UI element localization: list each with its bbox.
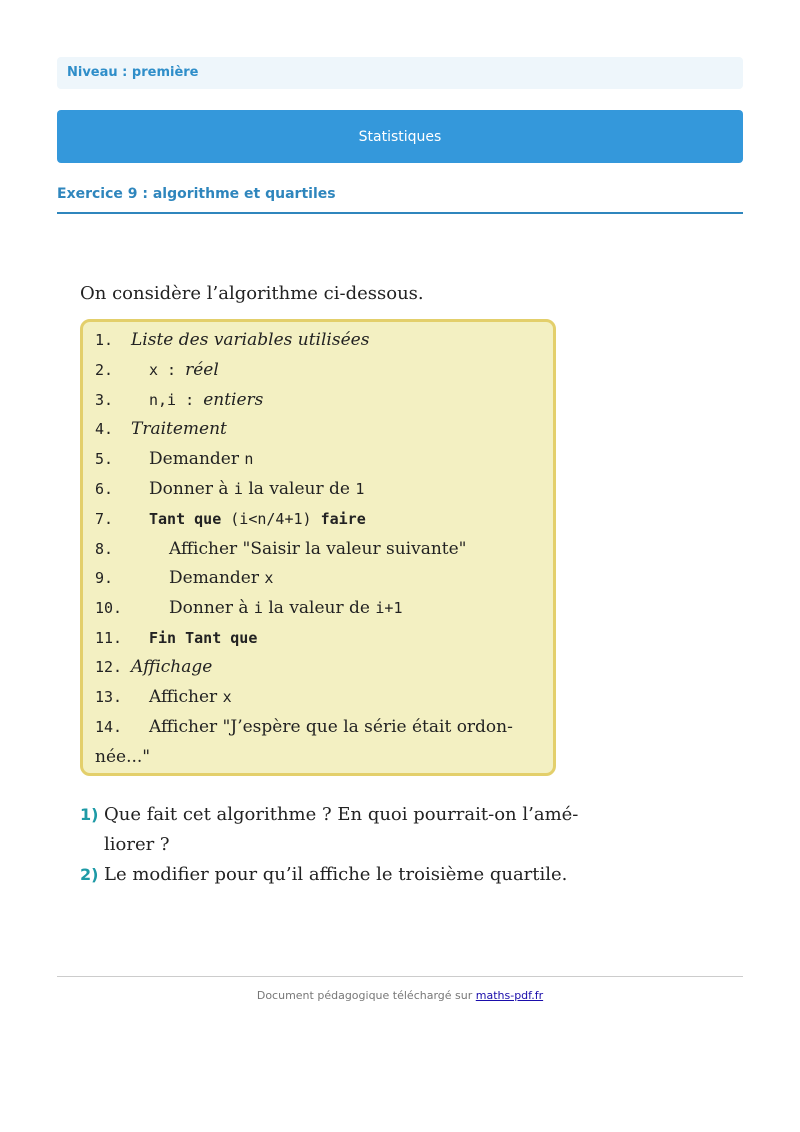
footer xyxy=(0,989,800,1002)
algo-line-14 xyxy=(95,717,513,737)
algo-line-2 xyxy=(95,360,219,380)
separator: : xyxy=(158,361,186,379)
question-text: Le modifier pour qu’il affiche le troisième quartile. xyxy=(104,864,568,885)
line-text: la valeur de xyxy=(242,479,356,499)
variable-type: entiers xyxy=(203,390,264,410)
variable-name: x xyxy=(149,361,159,379)
line-text: Donner à xyxy=(149,479,234,499)
algo-line-3 xyxy=(95,390,263,410)
line-text: Demander xyxy=(169,568,265,588)
question-text: Que fait cet algorithme ? En quoi pourrait-on l’amé- xyxy=(104,804,579,825)
algo-line-14-continued xyxy=(95,747,150,767)
line-text: née..." xyxy=(95,747,151,767)
algo-line-8 xyxy=(95,539,466,559)
line-number: 7. xyxy=(95,510,114,528)
variable-name: n,i xyxy=(149,391,177,409)
line-number: 12. xyxy=(95,658,123,676)
line-number: 3. xyxy=(95,391,114,409)
algo-line-7 xyxy=(95,509,366,529)
algo-line-12 xyxy=(95,657,212,677)
line-number: 8. xyxy=(95,540,114,558)
keyword: Tant que xyxy=(149,510,222,528)
chapter-banner: Statistiques xyxy=(57,110,743,163)
algo-line-6 xyxy=(95,479,364,499)
question-number: 2) xyxy=(80,865,99,884)
line-text: Afficher "J’espère que la série était ordon- xyxy=(149,717,513,737)
line-number: 6. xyxy=(95,480,114,498)
variable-name: i xyxy=(253,599,263,617)
exercise-title: Exercice 9 : algorithme et quartiles xyxy=(57,186,336,202)
line-text: Traitement xyxy=(131,419,227,439)
algo-line-11 xyxy=(95,628,257,648)
value: i+1 xyxy=(375,599,403,617)
line-text: Liste des variables utilisées xyxy=(131,330,370,350)
question-2 xyxy=(80,864,567,885)
variable-name: i xyxy=(233,480,243,498)
question-1-continued xyxy=(104,834,170,855)
line-text: Affichage xyxy=(131,657,213,677)
line-number: 10. xyxy=(95,599,123,617)
line-text: la valeur de xyxy=(262,598,376,618)
footer-link[interactable]: maths-pdf.fr xyxy=(475,989,544,1002)
line-number: 14. xyxy=(95,718,123,736)
line-number: 13. xyxy=(95,688,123,706)
level-label: Niveau : première xyxy=(57,57,743,89)
algo-line-9 xyxy=(95,568,273,588)
variable-name: x xyxy=(222,688,232,706)
line-text: Demander xyxy=(149,449,245,469)
line-number: 5. xyxy=(95,450,114,468)
algo-line-1 xyxy=(95,330,369,350)
intro-text: On considère l’algorithme ci-dessous. xyxy=(80,283,424,304)
footer-divider xyxy=(57,976,743,977)
line-number: 1. xyxy=(95,331,114,349)
keyword: faire xyxy=(320,510,366,528)
line-number: 11. xyxy=(95,629,123,647)
line-text: Afficher "Saisir la valeur suivante" xyxy=(169,539,467,559)
variable-type: réel xyxy=(185,360,219,380)
line-number: 4. xyxy=(95,420,114,438)
question-number: 1) xyxy=(80,805,99,824)
separator: : xyxy=(176,391,204,409)
value: 1 xyxy=(355,480,365,498)
title-divider xyxy=(57,212,743,214)
algo-line-10 xyxy=(95,598,402,618)
keyword: Fin Tant que xyxy=(149,629,258,647)
algo-line-4 xyxy=(95,419,227,439)
algo-line-5 xyxy=(95,449,253,469)
condition: (i<n/4+1) xyxy=(221,510,321,528)
variable-name: n xyxy=(244,450,254,468)
algorithm-box xyxy=(80,319,556,776)
algo-line-13 xyxy=(95,687,232,707)
line-text: Afficher xyxy=(149,687,223,707)
variable-name: x xyxy=(264,569,274,587)
line-number: 9. xyxy=(95,569,114,587)
line-number: 2. xyxy=(95,361,114,379)
question-text: liorer ? xyxy=(104,834,170,855)
line-text: Donner à xyxy=(169,598,254,618)
footer-text: Document pédagogique téléchargé sur xyxy=(256,989,476,1002)
question-1 xyxy=(80,804,578,825)
